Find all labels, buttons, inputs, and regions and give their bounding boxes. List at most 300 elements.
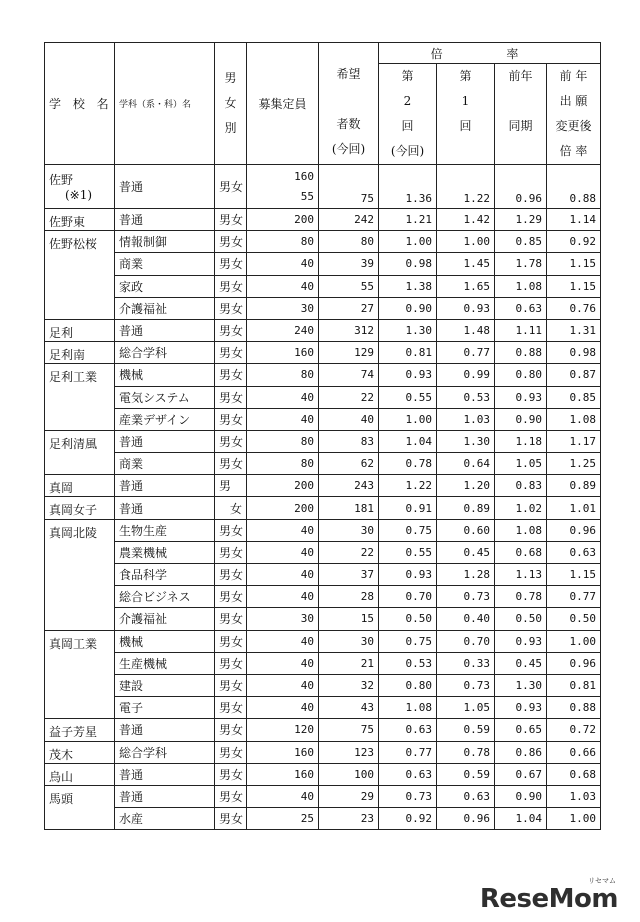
rate1-cell: 0.73 bbox=[437, 586, 495, 608]
rate1-cell: 0.77 bbox=[437, 342, 495, 364]
header-second-2: 2 bbox=[403, 94, 412, 108]
dept-cell: 水産 bbox=[115, 808, 215, 830]
quota-cell: 40 bbox=[247, 652, 319, 674]
applicants-cell: 181 bbox=[319, 497, 379, 519]
school-name-cell: 真岡工業 bbox=[45, 630, 115, 719]
change-cell: 1.15 bbox=[547, 253, 601, 275]
rate2-cell: 0.93 bbox=[379, 564, 437, 586]
rate2-cell: 0.90 bbox=[379, 297, 437, 319]
resemom-logo bbox=[479, 877, 618, 914]
school-name-cell: 真岡女子 bbox=[45, 497, 115, 519]
logo-sub: リセマム bbox=[588, 877, 616, 885]
prev-cell: 0.78 bbox=[495, 586, 547, 608]
rate2-cell: 0.55 bbox=[379, 386, 437, 408]
header-first-2: 1 bbox=[461, 94, 470, 108]
quota-cell: 40 bbox=[247, 586, 319, 608]
rate1-cell: 1.05 bbox=[437, 697, 495, 719]
header-applicants-3: 者数 bbox=[336, 117, 361, 131]
header-prev-change-3: 変更後 bbox=[555, 119, 592, 133]
dept-cell: 電気システム bbox=[115, 386, 215, 408]
gender-cell: 男女 bbox=[215, 453, 247, 475]
change-cell: 0.68 bbox=[547, 763, 601, 785]
prev-cell: 0.83 bbox=[495, 475, 547, 497]
rate1-cell: 1.45 bbox=[437, 253, 495, 275]
rate1-cell: 1.65 bbox=[437, 275, 495, 297]
quota-cell: 40 bbox=[247, 564, 319, 586]
applicants-cell: 243 bbox=[319, 475, 379, 497]
applicants-cell: 74 bbox=[319, 364, 379, 386]
dept-cell: 普通 bbox=[115, 719, 215, 741]
quota-cell: 200 bbox=[247, 475, 319, 497]
rate2-cell: 0.81 bbox=[379, 342, 437, 364]
rate1-cell: 0.89 bbox=[437, 497, 495, 519]
prev-cell: 1.02 bbox=[495, 497, 547, 519]
gender-cell: 男女 bbox=[215, 430, 247, 452]
document-page bbox=[44, 42, 600, 830]
rate2-cell: 0.55 bbox=[379, 541, 437, 563]
quota-cell: 40 bbox=[247, 541, 319, 563]
rate1-cell: 0.45 bbox=[437, 541, 495, 563]
header-second-3: 回 bbox=[401, 119, 414, 133]
dept-cell: 介護福祉 bbox=[115, 608, 215, 630]
applicants-cell: 32 bbox=[319, 674, 379, 696]
dept-cell: 総合学科 bbox=[115, 741, 215, 763]
quota-cell: 40 bbox=[247, 630, 319, 652]
prev-cell: 1.04 bbox=[495, 808, 547, 830]
quota-cell: 40 bbox=[247, 408, 319, 430]
table-row bbox=[45, 453, 601, 475]
rate1-cell: 0.33 bbox=[437, 652, 495, 674]
school-name-cell: 佐野東 bbox=[45, 209, 115, 231]
gender-cell: 男女 bbox=[215, 541, 247, 563]
change-cell: 1.00 bbox=[547, 630, 601, 652]
applicants-cell: 100 bbox=[319, 763, 379, 785]
gender-cell: 男女 bbox=[215, 209, 247, 231]
rate2-cell: 1.22 bbox=[379, 475, 437, 497]
header-first bbox=[437, 64, 495, 165]
gender-cell: 男女 bbox=[215, 165, 247, 209]
change-cell: 0.63 bbox=[547, 541, 601, 563]
gender-cell: 男女 bbox=[215, 275, 247, 297]
gender-cell: 男女 bbox=[215, 386, 247, 408]
gender-cell: 女 bbox=[215, 497, 247, 519]
rate1-cell: 0.59 bbox=[437, 719, 495, 741]
change-cell: 0.96 bbox=[547, 652, 601, 674]
dept-cell: 普通 bbox=[115, 319, 215, 341]
rate1-cell: 0.53 bbox=[437, 386, 495, 408]
table-row bbox=[45, 674, 601, 696]
header-second-1: 第 bbox=[401, 69, 414, 83]
rate1-cell: 1.48 bbox=[437, 319, 495, 341]
rate2-cell: 1.00 bbox=[379, 408, 437, 430]
school-name: 佐野 bbox=[49, 173, 74, 187]
header-school: 学 校 名 bbox=[45, 43, 115, 165]
rate2-cell: 0.75 bbox=[379, 519, 437, 541]
school-name-cell: 足利工業 bbox=[45, 364, 115, 431]
change-cell: 0.81 bbox=[547, 674, 601, 696]
prev-cell: 1.08 bbox=[495, 519, 547, 541]
prev-cell: 0.90 bbox=[495, 785, 547, 807]
table-row bbox=[45, 719, 601, 741]
change-cell: 0.89 bbox=[547, 475, 601, 497]
header-gender-1: 男 bbox=[224, 71, 237, 85]
applicants-cell: 30 bbox=[319, 630, 379, 652]
header-applicants-2 bbox=[323, 87, 374, 112]
rate2-cell: 0.98 bbox=[379, 253, 437, 275]
change-cell: 1.03 bbox=[547, 785, 601, 807]
table-body bbox=[45, 165, 601, 830]
prev-cell: 1.29 bbox=[495, 209, 547, 231]
applicants-cell: 80 bbox=[319, 231, 379, 253]
applicants-cell: 75 bbox=[319, 719, 379, 741]
applicants-cell: 40 bbox=[319, 408, 379, 430]
prev-cell: 1.78 bbox=[495, 253, 547, 275]
rate2-cell: 1.30 bbox=[379, 319, 437, 341]
table-row bbox=[45, 608, 601, 630]
rate2-cell: 0.92 bbox=[379, 808, 437, 830]
applicants-cell: 55 bbox=[319, 275, 379, 297]
gender-cell: 男女 bbox=[215, 342, 247, 364]
header-applicants-1: 希望 bbox=[336, 67, 361, 81]
rate1-cell: 0.59 bbox=[437, 763, 495, 785]
table-row bbox=[45, 763, 601, 785]
header-gender-2: 女 bbox=[224, 96, 237, 110]
dept-cell: 情報制御 bbox=[115, 231, 215, 253]
rate1-cell: 0.93 bbox=[437, 297, 495, 319]
header-dept: 学科（系・科）名 bbox=[115, 43, 215, 165]
applicants-cell: 27 bbox=[319, 297, 379, 319]
header-prev-2 bbox=[499, 89, 542, 114]
rate1-cell: 1.03 bbox=[437, 408, 495, 430]
quota-cell: 80 bbox=[247, 430, 319, 452]
rate1-cell: 0.96 bbox=[437, 808, 495, 830]
applicants-cell: 312 bbox=[319, 319, 379, 341]
prev-cell: 0.85 bbox=[495, 231, 547, 253]
prev-cell: 1.13 bbox=[495, 564, 547, 586]
table-row bbox=[45, 319, 601, 341]
header-rate-title: 倍 率 bbox=[379, 43, 601, 64]
rate1-cell: 0.73 bbox=[437, 674, 495, 696]
rate1-cell: 1.22 bbox=[437, 165, 495, 209]
quota-cell: 40 bbox=[247, 253, 319, 275]
header-prev-3: 同期 bbox=[508, 119, 533, 133]
applicants-cell: 22 bbox=[319, 386, 379, 408]
gender-cell: 男女 bbox=[215, 630, 247, 652]
gender-cell: 男女 bbox=[215, 408, 247, 430]
gender-cell: 男女 bbox=[215, 719, 247, 741]
quota-cell: 200 bbox=[247, 497, 319, 519]
header-second bbox=[379, 64, 437, 165]
admission-rate-table bbox=[44, 42, 601, 830]
gender-cell: 男女 bbox=[215, 808, 247, 830]
dept-cell: 家政 bbox=[115, 275, 215, 297]
applicants-cell: 129 bbox=[319, 342, 379, 364]
rate1-cell: 1.42 bbox=[437, 209, 495, 231]
header-first-1: 第 bbox=[459, 69, 472, 83]
table-row bbox=[45, 652, 601, 674]
change-cell: 0.66 bbox=[547, 741, 601, 763]
school-name-cell: 益子芳星 bbox=[45, 719, 115, 741]
table-row bbox=[45, 297, 601, 319]
rate2-cell: 0.63 bbox=[379, 763, 437, 785]
quota-cell: 160 bbox=[247, 342, 319, 364]
change-cell: 1.25 bbox=[547, 453, 601, 475]
quota-cell: 40 bbox=[247, 275, 319, 297]
gender-cell: 男女 bbox=[215, 253, 247, 275]
rate2-cell: 0.53 bbox=[379, 652, 437, 674]
change-cell: 0.50 bbox=[547, 608, 601, 630]
header-gender bbox=[215, 43, 247, 165]
quota-top: 160 bbox=[294, 169, 314, 183]
change-cell: 0.77 bbox=[547, 586, 601, 608]
change-cell: 1.17 bbox=[547, 430, 601, 452]
quota-cell: 80 bbox=[247, 231, 319, 253]
change-cell: 1.15 bbox=[547, 564, 601, 586]
change-cell: 0.96 bbox=[547, 519, 601, 541]
rate2-cell: 0.73 bbox=[379, 785, 437, 807]
rate2-cell: 1.00 bbox=[379, 231, 437, 253]
school-name-cell: 真岡北陵 bbox=[45, 519, 115, 630]
dept-cell: 普通 bbox=[115, 165, 215, 209]
table-row bbox=[45, 808, 601, 830]
dept-cell: 普通 bbox=[115, 209, 215, 231]
table-row bbox=[45, 697, 601, 719]
prev-cell: 0.88 bbox=[495, 342, 547, 364]
prev-cell: 0.45 bbox=[495, 652, 547, 674]
quota-cell: 160 bbox=[247, 763, 319, 785]
prev-cell: 0.93 bbox=[495, 697, 547, 719]
quota-cell: 200 bbox=[247, 209, 319, 231]
school-name-cell: 佐野松桜 bbox=[45, 231, 115, 320]
change-cell: 0.92 bbox=[547, 231, 601, 253]
prev-cell: 0.93 bbox=[495, 630, 547, 652]
dept-cell: 普通 bbox=[115, 763, 215, 785]
dept-cell: 商業 bbox=[115, 253, 215, 275]
header-prev-change bbox=[547, 64, 601, 165]
applicants-cell: 123 bbox=[319, 741, 379, 763]
prev-cell: 0.67 bbox=[495, 763, 547, 785]
applicants-cell: 75 bbox=[319, 165, 379, 209]
rate2-cell: 0.63 bbox=[379, 719, 437, 741]
rate2-cell: 0.80 bbox=[379, 674, 437, 696]
school-name-cell: 足利 bbox=[45, 319, 115, 341]
applicants-cell: 43 bbox=[319, 697, 379, 719]
header-prev-change-4: 倍 率 bbox=[559, 144, 588, 158]
school-name-cell: 馬頭 bbox=[45, 785, 115, 829]
gender-cell: 男女 bbox=[215, 652, 247, 674]
table-row bbox=[45, 165, 601, 209]
table-row bbox=[45, 497, 601, 519]
gender-cell: 男女 bbox=[215, 785, 247, 807]
header-prev-change-1: 前 年 bbox=[559, 69, 588, 83]
change-cell: 0.72 bbox=[547, 719, 601, 741]
gender-cell: 男 bbox=[215, 475, 247, 497]
header-second-4: (今回) bbox=[390, 144, 425, 158]
rate1-cell: 0.70 bbox=[437, 630, 495, 652]
prev-cell: 0.68 bbox=[495, 541, 547, 563]
table-row bbox=[45, 275, 601, 297]
dept-cell: 食品科学 bbox=[115, 564, 215, 586]
header-prev bbox=[495, 64, 547, 165]
applicants-cell: 21 bbox=[319, 652, 379, 674]
change-cell: 0.87 bbox=[547, 364, 601, 386]
applicants-cell: 39 bbox=[319, 253, 379, 275]
table-row bbox=[45, 430, 601, 452]
quota-cell: 240 bbox=[247, 319, 319, 341]
quota-cell: 40 bbox=[247, 674, 319, 696]
dept-cell: 普通 bbox=[115, 785, 215, 807]
gender-cell: 男女 bbox=[215, 763, 247, 785]
dept-cell: 建設 bbox=[115, 674, 215, 696]
prev-cell: 1.18 bbox=[495, 430, 547, 452]
quota-cell: 40 bbox=[247, 697, 319, 719]
table-row bbox=[45, 231, 601, 253]
change-cell: 1.01 bbox=[547, 497, 601, 519]
rate2-cell: 1.38 bbox=[379, 275, 437, 297]
change-cell: 0.88 bbox=[547, 697, 601, 719]
rate1-cell: 1.20 bbox=[437, 475, 495, 497]
quota-cell: 40 bbox=[247, 386, 319, 408]
dept-cell: 普通 bbox=[115, 475, 215, 497]
change-cell: 1.08 bbox=[547, 408, 601, 430]
prev-cell: 0.93 bbox=[495, 386, 547, 408]
quota-cell: 30 bbox=[247, 608, 319, 630]
prev-cell: 0.65 bbox=[495, 719, 547, 741]
change-cell: 0.98 bbox=[547, 342, 601, 364]
applicants-cell: 30 bbox=[319, 519, 379, 541]
change-cell: 0.88 bbox=[547, 165, 601, 209]
quota-cell: 40 bbox=[247, 785, 319, 807]
gender-cell: 男女 bbox=[215, 519, 247, 541]
gender-cell: 男女 bbox=[215, 586, 247, 608]
rate2-cell: 0.77 bbox=[379, 741, 437, 763]
rate1-cell: 0.60 bbox=[437, 519, 495, 541]
table-row bbox=[45, 564, 601, 586]
applicants-cell: 37 bbox=[319, 564, 379, 586]
change-cell: 1.14 bbox=[547, 209, 601, 231]
change-cell: 1.31 bbox=[547, 319, 601, 341]
prev-cell: 0.80 bbox=[495, 364, 547, 386]
gender-cell: 男女 bbox=[215, 297, 247, 319]
prev-cell: 0.50 bbox=[495, 608, 547, 630]
prev-cell: 1.30 bbox=[495, 674, 547, 696]
table-row bbox=[45, 342, 601, 364]
table-row bbox=[45, 364, 601, 386]
prev-cell: 0.63 bbox=[495, 297, 547, 319]
quota-cell: 40 bbox=[247, 519, 319, 541]
change-cell: 1.15 bbox=[547, 275, 601, 297]
rate1-cell: 1.28 bbox=[437, 564, 495, 586]
rate2-cell: 0.75 bbox=[379, 630, 437, 652]
quota-cell: 30 bbox=[247, 297, 319, 319]
dept-cell: 機械 bbox=[115, 364, 215, 386]
rate1-cell: 0.40 bbox=[437, 608, 495, 630]
school-name-cell: 足利清風 bbox=[45, 430, 115, 474]
table-row bbox=[45, 408, 601, 430]
rate2-cell: 1.21 bbox=[379, 209, 437, 231]
gender-cell: 男女 bbox=[215, 741, 247, 763]
dept-cell: 生産機械 bbox=[115, 652, 215, 674]
quota-cell: 120 bbox=[247, 719, 319, 741]
gender-cell: 男女 bbox=[215, 319, 247, 341]
prev-cell: 1.11 bbox=[495, 319, 547, 341]
header-prev-1: 前年 bbox=[508, 69, 533, 83]
dept-cell: 商業 bbox=[115, 453, 215, 475]
dept-cell: 普通 bbox=[115, 497, 215, 519]
gender-cell: 男女 bbox=[215, 364, 247, 386]
table-row bbox=[45, 386, 601, 408]
rate2-cell: 0.70 bbox=[379, 586, 437, 608]
dept-cell: 総合学科 bbox=[115, 342, 215, 364]
applicants-cell: 23 bbox=[319, 808, 379, 830]
school-name-cell: 足利南 bbox=[45, 342, 115, 364]
rate2-cell: 1.36 bbox=[379, 165, 437, 209]
dept-cell: 産業デザイン bbox=[115, 408, 215, 430]
quota-value: 55 bbox=[300, 189, 314, 203]
header-quota: 募集定員 bbox=[247, 43, 319, 165]
dept-cell: 農業機械 bbox=[115, 541, 215, 563]
rate1-cell: 1.00 bbox=[437, 231, 495, 253]
rate1-cell: 0.99 bbox=[437, 364, 495, 386]
applicants-cell: 62 bbox=[319, 453, 379, 475]
gender-cell: 男女 bbox=[215, 231, 247, 253]
applicants-cell: 28 bbox=[319, 586, 379, 608]
dept-cell: 生物生産 bbox=[115, 519, 215, 541]
gender-cell: 男女 bbox=[215, 564, 247, 586]
quota-cell: 80 bbox=[247, 453, 319, 475]
dept-cell: 普通 bbox=[115, 430, 215, 452]
rate1-cell: 0.78 bbox=[437, 741, 495, 763]
change-cell: 0.85 bbox=[547, 386, 601, 408]
gender-cell: 男女 bbox=[215, 674, 247, 696]
rate2-cell: 1.04 bbox=[379, 430, 437, 452]
gender-cell: 男女 bbox=[215, 697, 247, 719]
prev-cell: 0.86 bbox=[495, 741, 547, 763]
quota-cell: 80 bbox=[247, 364, 319, 386]
table-row bbox=[45, 475, 601, 497]
header-applicants-4: (今回) bbox=[331, 142, 366, 156]
applicants-cell: 22 bbox=[319, 541, 379, 563]
table-row bbox=[45, 785, 601, 807]
table-row bbox=[45, 519, 601, 541]
rate2-cell: 0.91 bbox=[379, 497, 437, 519]
school-name-cell: 茂木 bbox=[45, 741, 115, 763]
rate1-cell: 0.64 bbox=[437, 453, 495, 475]
rate2-cell: 0.78 bbox=[379, 453, 437, 475]
applicants-cell: 29 bbox=[319, 785, 379, 807]
school-name-cell: 烏山 bbox=[45, 763, 115, 785]
rate1-cell: 0.63 bbox=[437, 785, 495, 807]
school-name-cell: 真岡 bbox=[45, 475, 115, 497]
school-cell bbox=[45, 165, 115, 209]
rate2-cell: 0.93 bbox=[379, 364, 437, 386]
header-gender-3: 別 bbox=[224, 121, 237, 135]
rate1-cell: 1.30 bbox=[437, 430, 495, 452]
table-row bbox=[45, 741, 601, 763]
change-cell: 0.76 bbox=[547, 297, 601, 319]
table-row bbox=[45, 253, 601, 275]
table-row bbox=[45, 541, 601, 563]
quota-cell: 160 bbox=[247, 741, 319, 763]
rate2-cell: 0.50 bbox=[379, 608, 437, 630]
prev-cell: 0.90 bbox=[495, 408, 547, 430]
applicants-cell: 83 bbox=[319, 430, 379, 452]
prev-cell: 1.08 bbox=[495, 275, 547, 297]
dept-cell: 介護福祉 bbox=[115, 297, 215, 319]
header-prev-change-2: 出 願 bbox=[559, 94, 588, 108]
rate2-cell: 1.08 bbox=[379, 697, 437, 719]
table-row bbox=[45, 586, 601, 608]
